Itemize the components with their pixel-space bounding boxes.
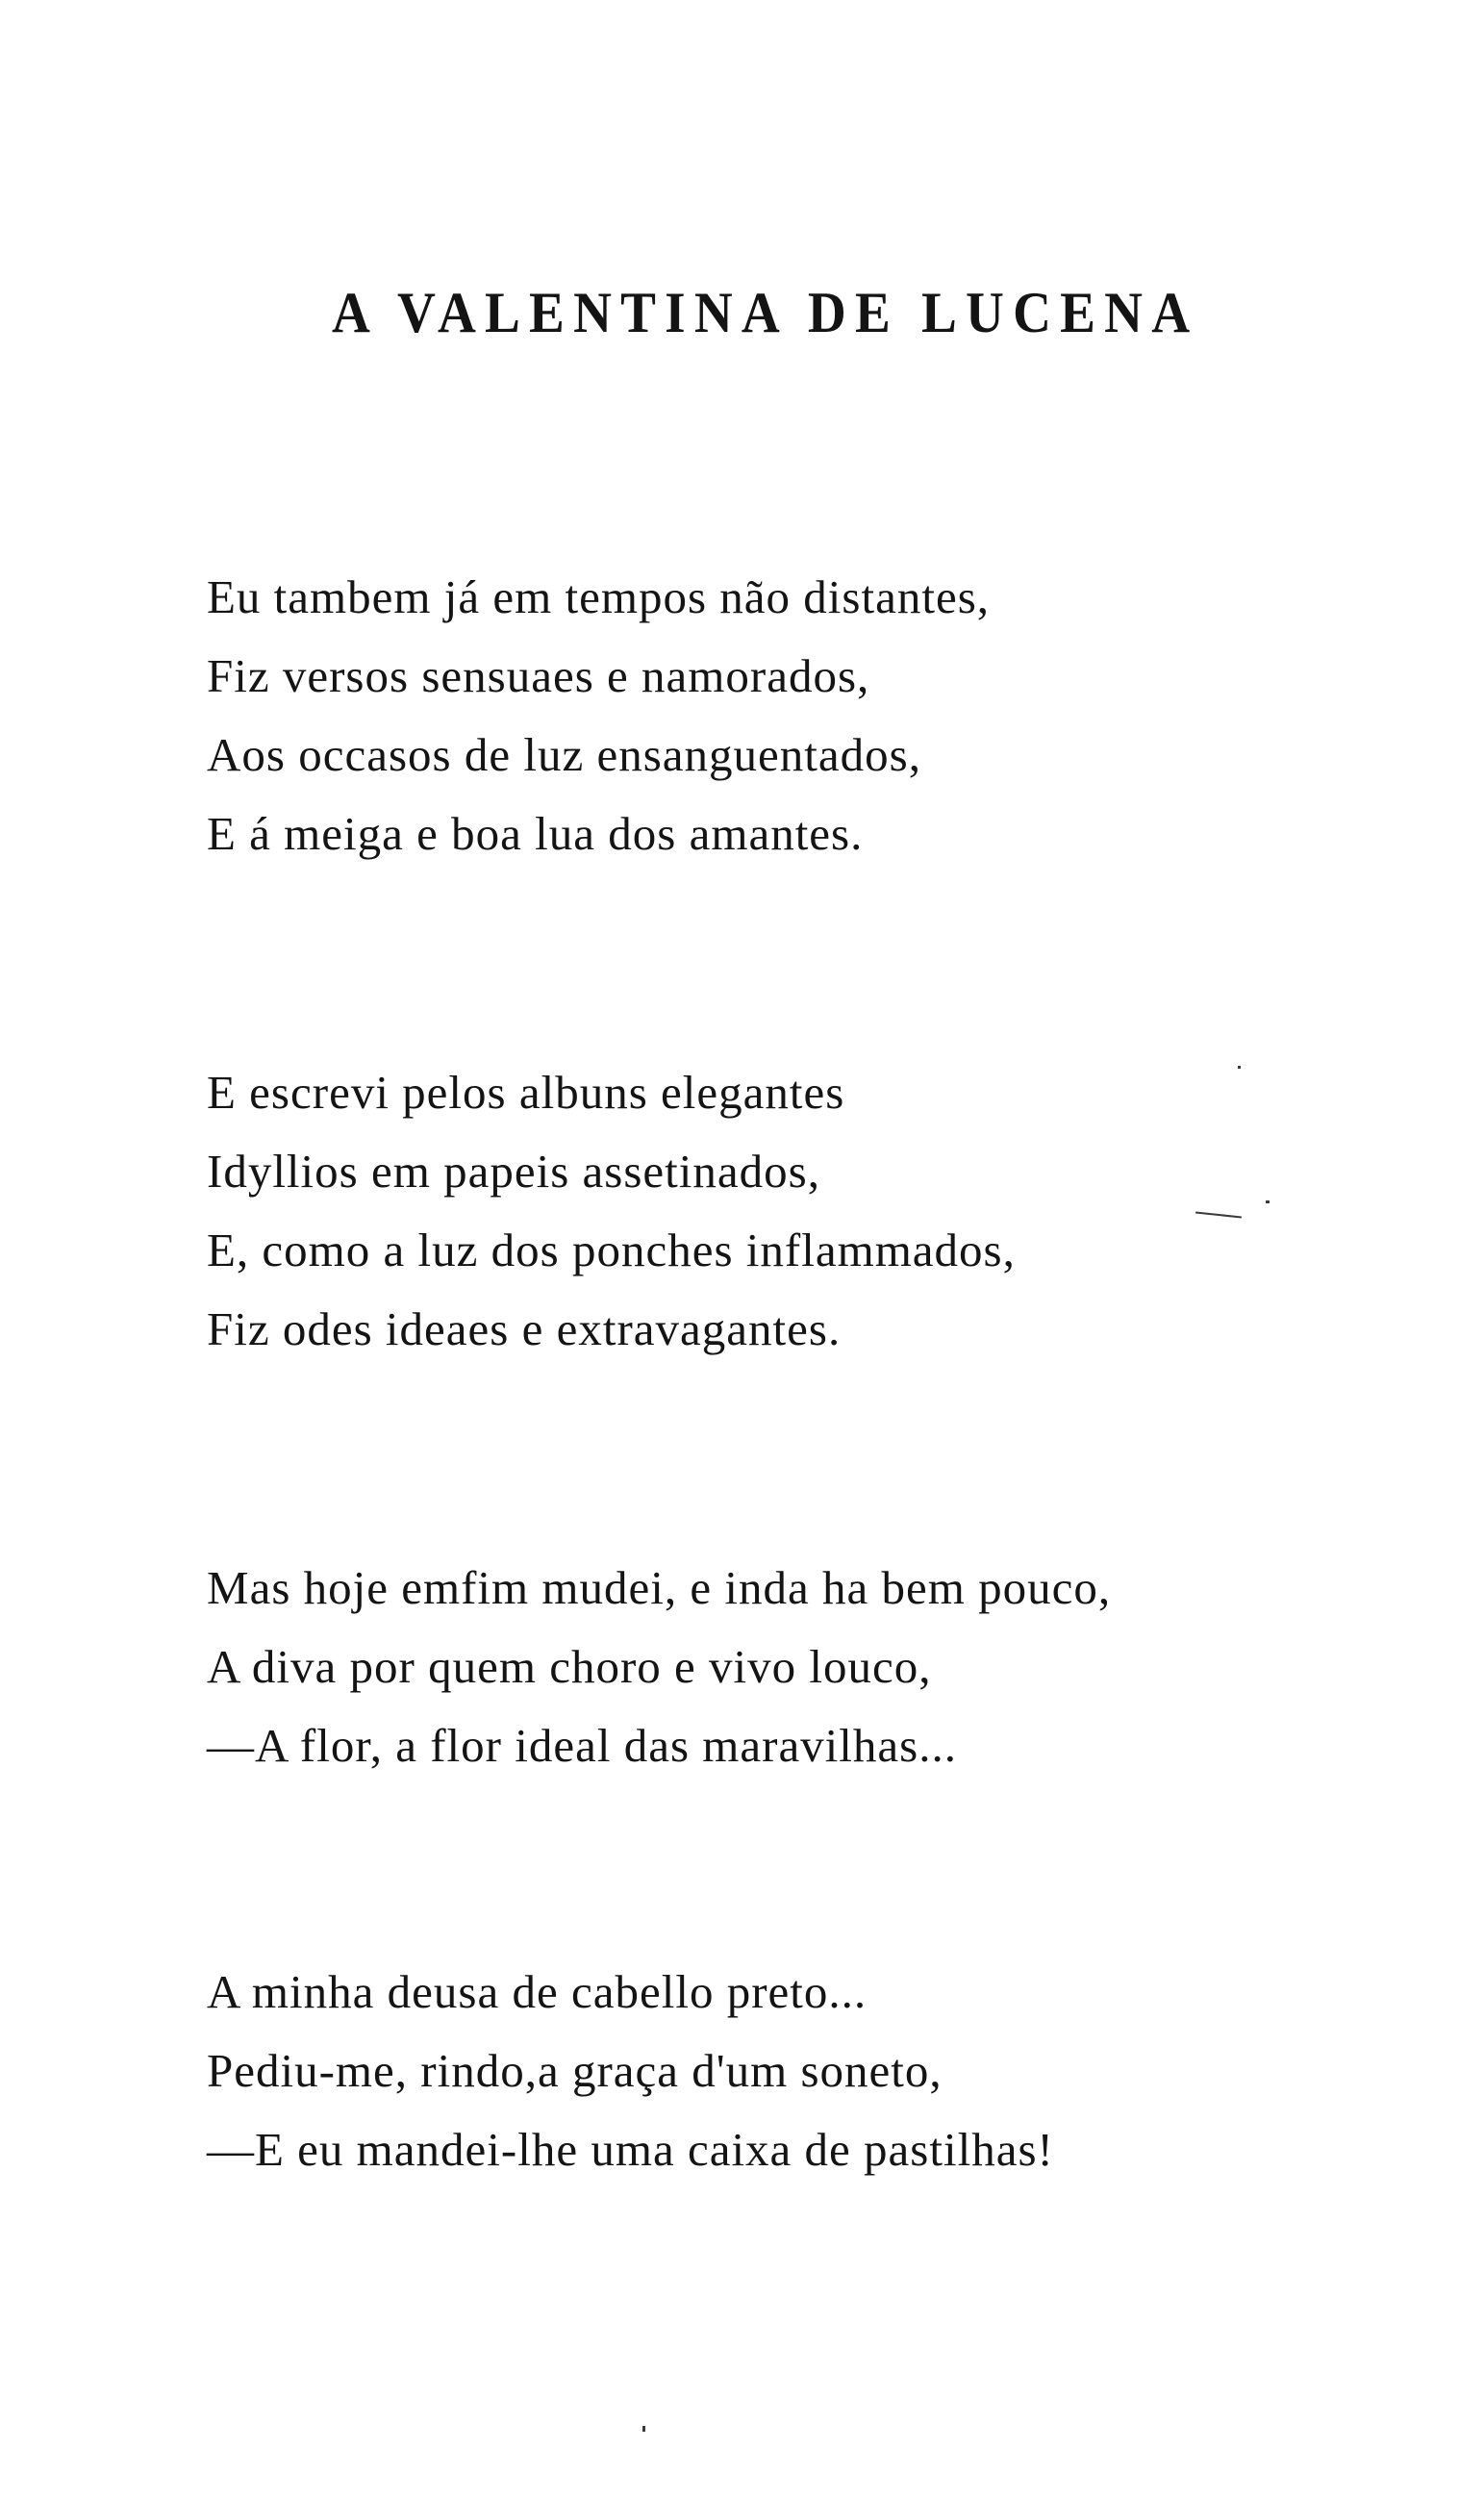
verse-line: Pediu-me, rindo,a graça d'um soneto,: [207, 2044, 943, 2097]
verse-line: Idyllios em papeis assetinados,: [207, 1145, 820, 1198]
ink-speck: [1266, 1200, 1270, 1203]
verse-line: Fiz odes ideaes e extravagantes.: [207, 1302, 842, 1355]
verse-line: —E eu mandei-lhe uma caixa de pastilhas!: [207, 2123, 1054, 2176]
verse-line: Mas hoje emfim mudei, e inda ha bem pouco,: [207, 1561, 1112, 1614]
verse-line: A diva por quem choro e vivo louco,: [207, 1640, 932, 1693]
ink-speck: [1195, 1211, 1242, 1218]
verse-line: —A flor, a flor ideal das maravilhas...: [207, 1719, 957, 1772]
stanza-1: [207, 558, 990, 873]
stanza-4: [207, 1953, 1054, 2189]
verse-line: E á meiga e boa lua dos amantes.: [207, 807, 864, 860]
verse-line: E, como a luz dos ponches inflammados,: [207, 1224, 1016, 1276]
ink-speck: [1238, 1066, 1241, 1069]
verse-line: Aos occasos de luz ensanguentados,: [207, 728, 921, 781]
stanza-2: [207, 1053, 1016, 1369]
poem-title: A VALENTINA DE LUCENA: [332, 281, 1199, 344]
verse-line: Fiz versos sensuaes e namorados,: [207, 649, 870, 702]
verse-line: A minha deusa de cabello preto...: [207, 1965, 868, 2018]
verse-line: E escrevi pelos albuns elegantes: [207, 1066, 845, 1119]
ink-speck: [642, 2426, 645, 2432]
verse-line: Eu tambem já em tempos não distantes,: [207, 570, 991, 623]
stanza-3: [207, 1549, 1111, 1785]
